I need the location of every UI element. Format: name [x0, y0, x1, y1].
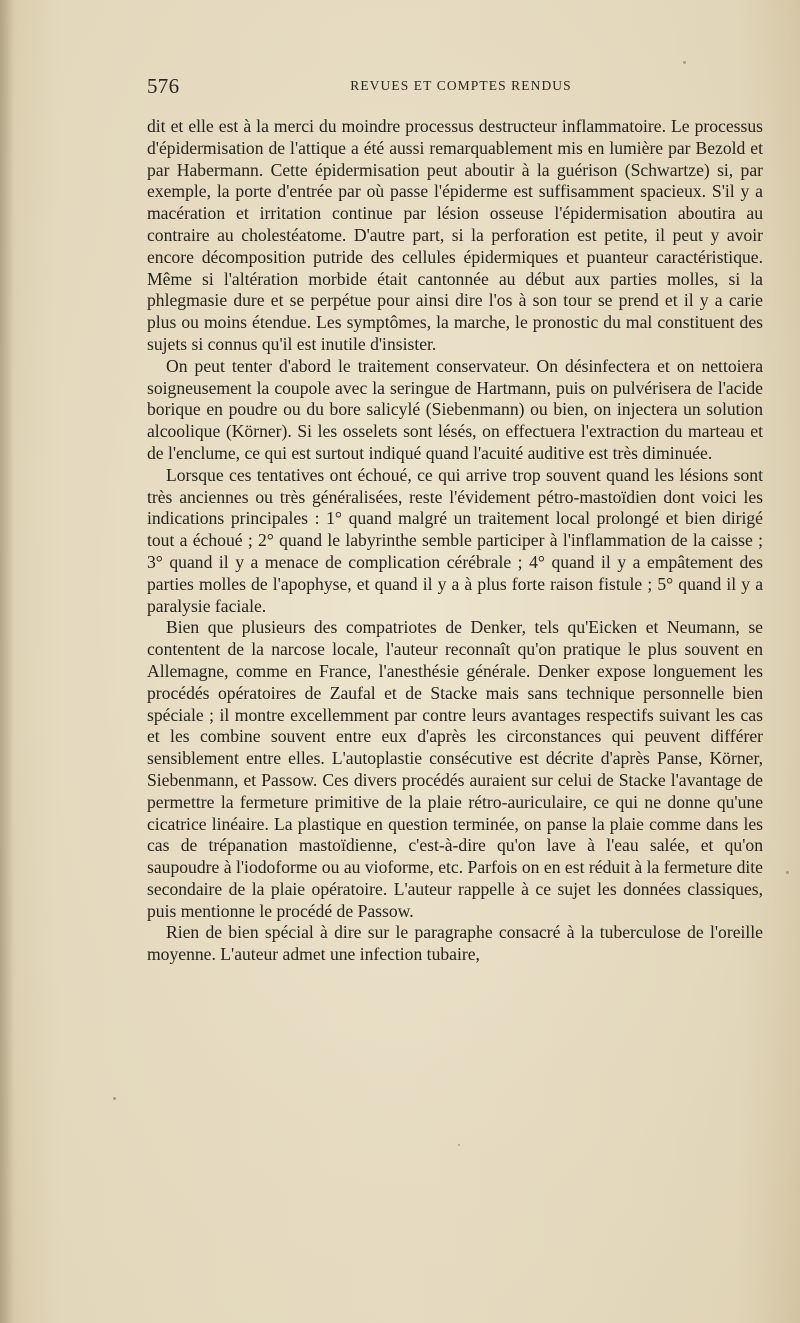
paper-speck [458, 1144, 460, 1146]
paragraph-conservative-treatment: On peut tenter d'abord le traitement conservateur. On désinfectera et on nettoiera soigneusement la coupole avec la seringue de Hartmann, puis on pulvérisera de l'acide borique en poudre ou du bore salicylé (Siebenmann) ou bien, on injectera un solution alcoolique (Körner). Si les osselets sont lésés, on effectuera l'extraction du marteau et de l'enclume, ce qui est surtout indiqué quand l'acuité auditive est très diminuée. [147, 355, 763, 463]
page-gutter-shadow [0, 0, 14, 1323]
paragraph-operative-procedures: Bien que plusieurs des compatriotes de Denker, tels qu'Eicken et Neumann, se contentent de la narcose locale, l'auteur reconnaît qu'on pratique le plus souvent en Allemagne, comme en France, l'anesthésie générale. Denker expose longuement les procédés opératoires de Zaufal et de Stacke mais sans technique personnelle bien spéciale ; il montre excellemment par contre leurs avantages respectifs suivant les cas et les combine souvent entre eux d'après les circonstances qui peuvent différer sensiblement entre elles. L'autoplastie consécutive est décrite d'après Panse, Körner, Siebenmann, et Passow. Ces divers procédés auraient sur celui de Stacke l'avantage de permettre la fermeture primitive de la plaie rétro-auriculaire, ce qui ne donne qu'une cicatrice linéaire. La plastique en question terminée, on panse la plaie comme dans les cas de trépanation mastoïdienne, c'est-à-dire qu'on lave à l'eau salée, et qu'on saupoudre à l'iodoforme ou au vioforme, etc. Parfois on en est réduit à la fermeture dite secondaire de la plaie opératoire. L'auteur rappelle à ce sujet les données classiques, puis mentionne le procédé de Passow. [147, 617, 763, 921]
paper-speck [786, 871, 789, 874]
paper-speck [113, 1097, 116, 1100]
paper-speck [683, 61, 686, 64]
paragraph-indications: Lorsque ces tentatives ont échoué, ce qui arrive trop souvent quand les lésions sont très anciennes ou très généralisées, reste l'évidement pétro-mastoïdien dont voici les indications principales : 1° quand malgré un traitement local prolongé et bien dirigé tout a échoué ; 2° quand le labyrinthe semble participer à l'inflammation de la caisse ; 3° quand il y a menace de complication cérébrale ; 4° quand il y a empâtement des parties molles de l'apophyse, et quand il y a à plus forte raison fistule ; 5° quand il y a paralysie faciale. [147, 464, 763, 616]
paragraph-continued: dit et elle est à la merci du moindre processus destructeur inflammatoire. Le processus d'épidermisation de l'attique a été aussi remarquablement mis en lumière par Bezold et par Habermann. Cette épidermisation peut aboutir à la guérison (Schwartze) si, par exemple, la porte d'entrée par où passe l'épiderme est suffisamment spacieux. S'il y a macération et irritation continue par lésion osseuse l'épidermisation aboutira au contraire au cholestéatome. D'autre part, si la perforation est petite, il peut y avoir encore décomposition putride des cellules épidermiques et puanteur caractéristique. Même si l'altération morbide était cantonnée au début aux parties molles, si la phlegmasie dure et se perpétue pour ainsi dire l'os à son tour se prend et il y a carie plus ou moins étendue. Les symptômes, la marche, le pronostic du mal constituent des sujets si connus qu'il est inutile d'insister. [147, 116, 763, 354]
paragraph-tuberculosis: Rien de bien spécial à dire sur le paragraphe consacré à la tuberculose de l'oreille moyenne. L'auteur admet une infection tubaire, [147, 922, 763, 965]
running-title: REVUES ET COMPTES RENDUS [350, 78, 572, 93]
running-head [147, 74, 763, 100]
page-number: 576 [147, 74, 180, 98]
body-text [147, 116, 763, 966]
